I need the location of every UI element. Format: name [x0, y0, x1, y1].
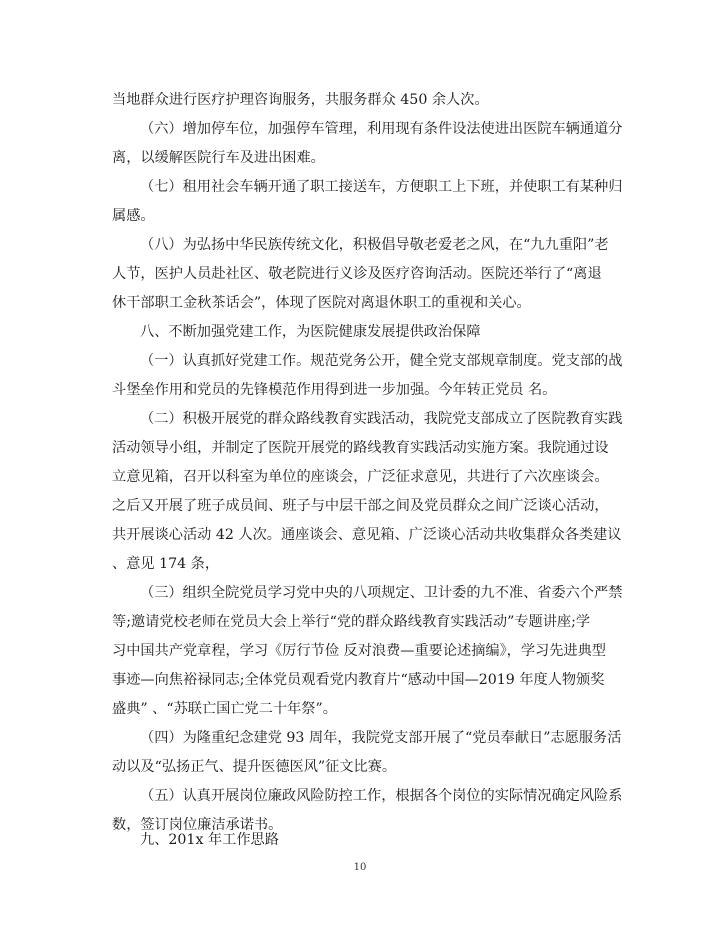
- text-line: （一）认真抓好党建工作。规范党务公开，健全党支部规章制度。党支部的战: [140, 353, 623, 369]
- text-line: 九、201x 年工作思路: [140, 832, 279, 848]
- text-line: 人节，医护人员赴社区、敬老院进行义诊及医疗咨询活动。医院还举行了“离退: [112, 266, 602, 282]
- text-line: （五）认真开展岗位廉政风险防控工作，根据各个岗位的实际情况确定风险系: [140, 788, 623, 804]
- text-line: 等;邀请党校老师在党员大会上举行“党的群众路线教育实践活动”专题讲座;学: [112, 614, 591, 630]
- paragraph-party-item-2: [112, 405, 623, 579]
- text-line: （七）租用社会车辆开通了职工接送车，方便职工上下班，并使职工有某种归: [140, 179, 623, 195]
- paragraph-item-8: [112, 231, 612, 318]
- paragraph-item-7: [112, 173, 623, 231]
- paragraph-party-item-1: [112, 347, 623, 405]
- paragraph-party-item-3: [112, 579, 623, 724]
- paragraph-party-item-4: [112, 724, 622, 782]
- text-line: 斗堡垒作用和党员的先锋模范作用得到进一步加强。今年转正党员 名。: [112, 382, 557, 398]
- text-line: （三）组织全院党员学习党中央的八项规定、卫计委的九不准、省委六个严禁: [140, 585, 623, 601]
- text-line: 数，签订岗位廉洁承诺书。: [112, 817, 283, 833]
- text-line: 立意见箱，召开以科室为单位的座谈会，广泛征求意见，共进行了六次座谈会。: [112, 469, 609, 485]
- text-line: （八）为弘扬中华民族传统文化，积极倡导敬老爱老之风，在“九九重阳”老: [140, 237, 609, 253]
- text-line: （六）增加停车位，加强停车管理，利用现有条件设法使进出医院车辆通道分: [140, 121, 623, 137]
- text-line: 之后又开展了班子成员间、班子与中层干部之间及党员群众之间广泛谈心活动，: [112, 498, 609, 514]
- text-line: 习中国共产党章程，学习《厉行节俭 反对浪费—重要论述摘编》，学习先进典型: [112, 643, 606, 659]
- text-line: 离，以缓解医院行车及进出困难。: [112, 150, 325, 166]
- paragraph-continuation: [112, 86, 612, 115]
- text-line: （二）积极开展党的群众路线教育实践活动，我院党支部成立了医院教育实践: [140, 411, 623, 427]
- section-heading-8: [112, 318, 612, 347]
- text-line: 休干部职工金秋茶话会”，体现了医院对离退休职工的重视和关心。: [112, 295, 531, 311]
- text-line: 事迹—向焦裕禄同志;全体党员观看党内教育片“感动中国—2019 年度人物颁奖: [112, 672, 605, 688]
- text-line: （四）为隆重纪念建党 93 周年，我院党支部开展了“党员奉献日”志愿服务活: [140, 730, 622, 746]
- page-number: 10: [353, 862, 367, 873]
- text-line: 动以及“弘扬正气、提升医德医风”征文比赛。: [112, 759, 397, 775]
- text-line: 八、不断加强党建工作，为医院健康发展提供政治保障: [140, 324, 481, 340]
- text-line: 当地群众进行医疗护理咨询服务，共服务群众 450 余人次。: [112, 92, 489, 108]
- text-line: 、意见 174 条，: [112, 556, 220, 572]
- text-line: 盛典” 、“苏联亡国亡党二十年祭”。: [112, 701, 337, 717]
- text-line: 共开展谈心活动 42 人次。通座谈会、意见箱、广泛谈心活动共收集群众各类建议: [112, 527, 622, 543]
- paragraph-item-6: [112, 115, 623, 173]
- section-heading-9: [112, 826, 612, 855]
- text-line: 活动领导小组，并制定了医院开展党的路线教育实践活动实施方案。我院通过设: [112, 440, 609, 456]
- text-line: 属感。: [112, 208, 155, 224]
